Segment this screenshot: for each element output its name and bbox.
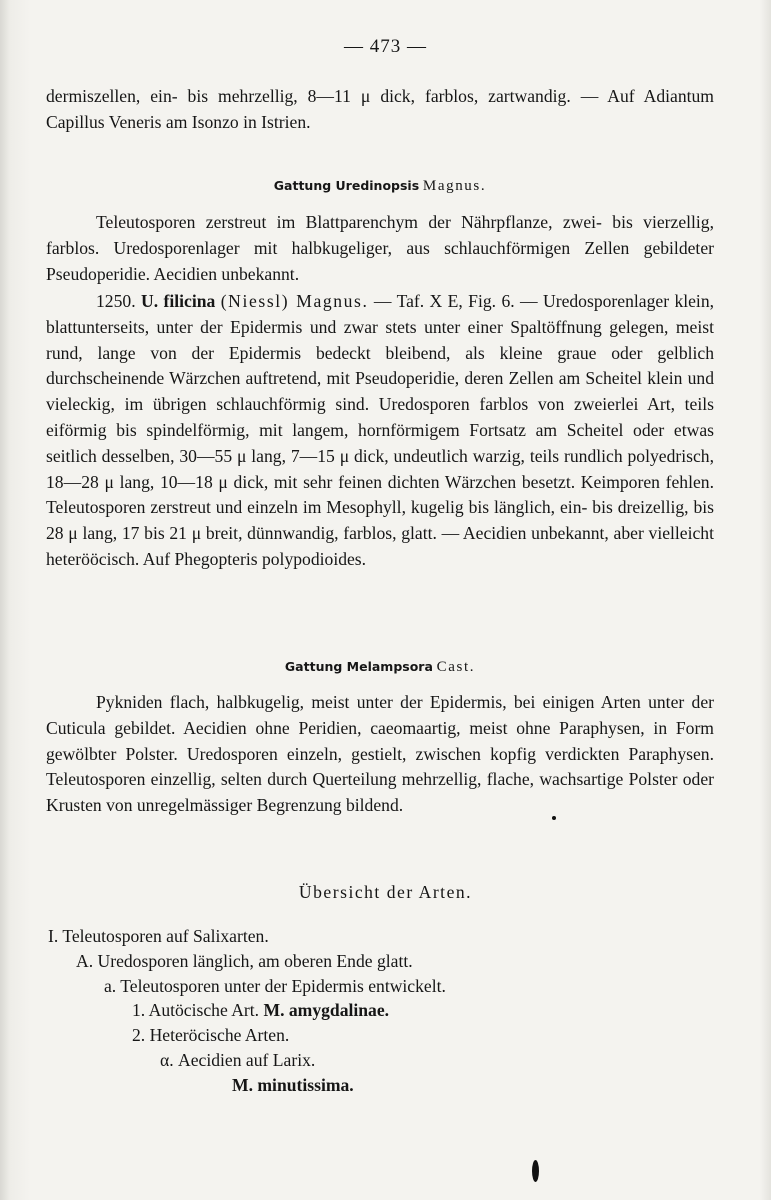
paragraph-text: dermiszellen, ein- bis mehrzellig, 8—11 μ dick, farblos, zartwandig. — Auf Adiantum Capillus Veneris am Isonzo in Istrien. (46, 86, 714, 132)
overview-title: Übersicht der Arten. (298, 882, 473, 902)
ink-speck-mark (552, 816, 556, 820)
key-line-1: I. Teleutosporen auf Salixarten. (48, 926, 269, 946)
key-line-2: A. Uredosporen länglich, am oberen Ende glatt. (76, 951, 413, 971)
key-line-4 (132, 998, 389, 1023)
genus-author: Magnus. (422, 178, 487, 194)
key-line-5: 2. Heteröcische Arten. (132, 1025, 290, 1045)
paragraph-text: Pykniden flach, halbkugelig, meist unter der Epidermis, bei einigen Arten unter der Cuticula gebildet. Aecidien ohne Peridien, caeomaartig, meist ohne Paraphysen, in Form gewölbter Polster. Uredosporen einzeln, gestielt, zwischen kopfig verdickten Paraphysen. Teleutosporen einzellig, selten durch Querteilung mehrzellig, flache, wachsartige Polster oder Krusten von unregelmässiger Begrenzung bildend. (46, 692, 714, 816)
genus-description-melampsora (46, 690, 714, 819)
page-number: — 473 — (344, 36, 427, 57)
genus-author: Cast. (436, 659, 476, 675)
key-species-name: M. amygdalinae. (263, 1000, 390, 1020)
species-authority: (Niessl) Magnus. (220, 291, 369, 311)
ink-blot-mark (532, 1160, 539, 1182)
paragraph-text: Teleutosporen zerstreut im Blattparenchym der Nährpflanze, zwei- bis vierzellig, farblos. Uredosporenlager mit halbkugeliger, aus schlauchförmigen Zellen gebildeter Pseudoperidie. Aecidien unbekannt. (46, 212, 714, 284)
species-number: 1250. (96, 291, 136, 311)
genus-name: Gattung Uredinopsis (273, 178, 420, 193)
species-entry-1250 (46, 289, 714, 573)
key-line-3: a. Teleutosporen unter der Epidermis entwickelt. (104, 976, 446, 996)
genus-description-uredinopsis (46, 210, 714, 287)
genus-heading-melampsora (46, 657, 714, 677)
species-paragraph (46, 289, 714, 573)
genus-heading-uredinopsis (46, 176, 714, 196)
species-description: — Taf. X E, Fig. 6. — Uredosporenlager klein, blattunterseits, unter der Epidermis und zwar stets unter einer Spaltöffnung gelegen, meist rund, lange von der Epidermis bedeckt bleibend, als kleine graue oder gelblich durchscheinende Wärzchen auftretend, mit Pseudoperidie, deren Zellen am Scheitel klein und vieleckig, im übrigen schlauchförmig sind. Uredosporen farblos von zweierlei Art, teils eiförmig bis spindelförmig, mit langem, hornförmigem Fortsatz am Scheitel oder etwas seitlich desselben, 30—55 μ lang, 7—15 μ dick, undeutlich warzig, teils rundlich polyedrisch, 18—28 μ lang, 10—18 μ dick, mit sehr feinen dichten Wärzchen besetzt. Keimporen fehlen. Teleutosporen zerstreut und einzeln im Mesophyll, kugelig bis länglich, ein- bis dreizellig, bis 28 μ lang, 17 bis 21 μ breit, dünnwandig, farblos, glatt. — Aecidien unbekannt, aber vielleicht heterööcisch. Auf Phegopteris polypodioides. (46, 291, 715, 569)
species-name: U. filicina (141, 291, 216, 311)
key-line-text: 1. Autöcische Art. (132, 1000, 260, 1020)
genus-name: Gattung Melampsora (284, 659, 433, 674)
continued-paragraph (46, 84, 714, 136)
key-line-6: α. Aecidien auf Larix. (160, 1050, 316, 1070)
key-species-minutissima: M. minutissima. (232, 1075, 354, 1095)
